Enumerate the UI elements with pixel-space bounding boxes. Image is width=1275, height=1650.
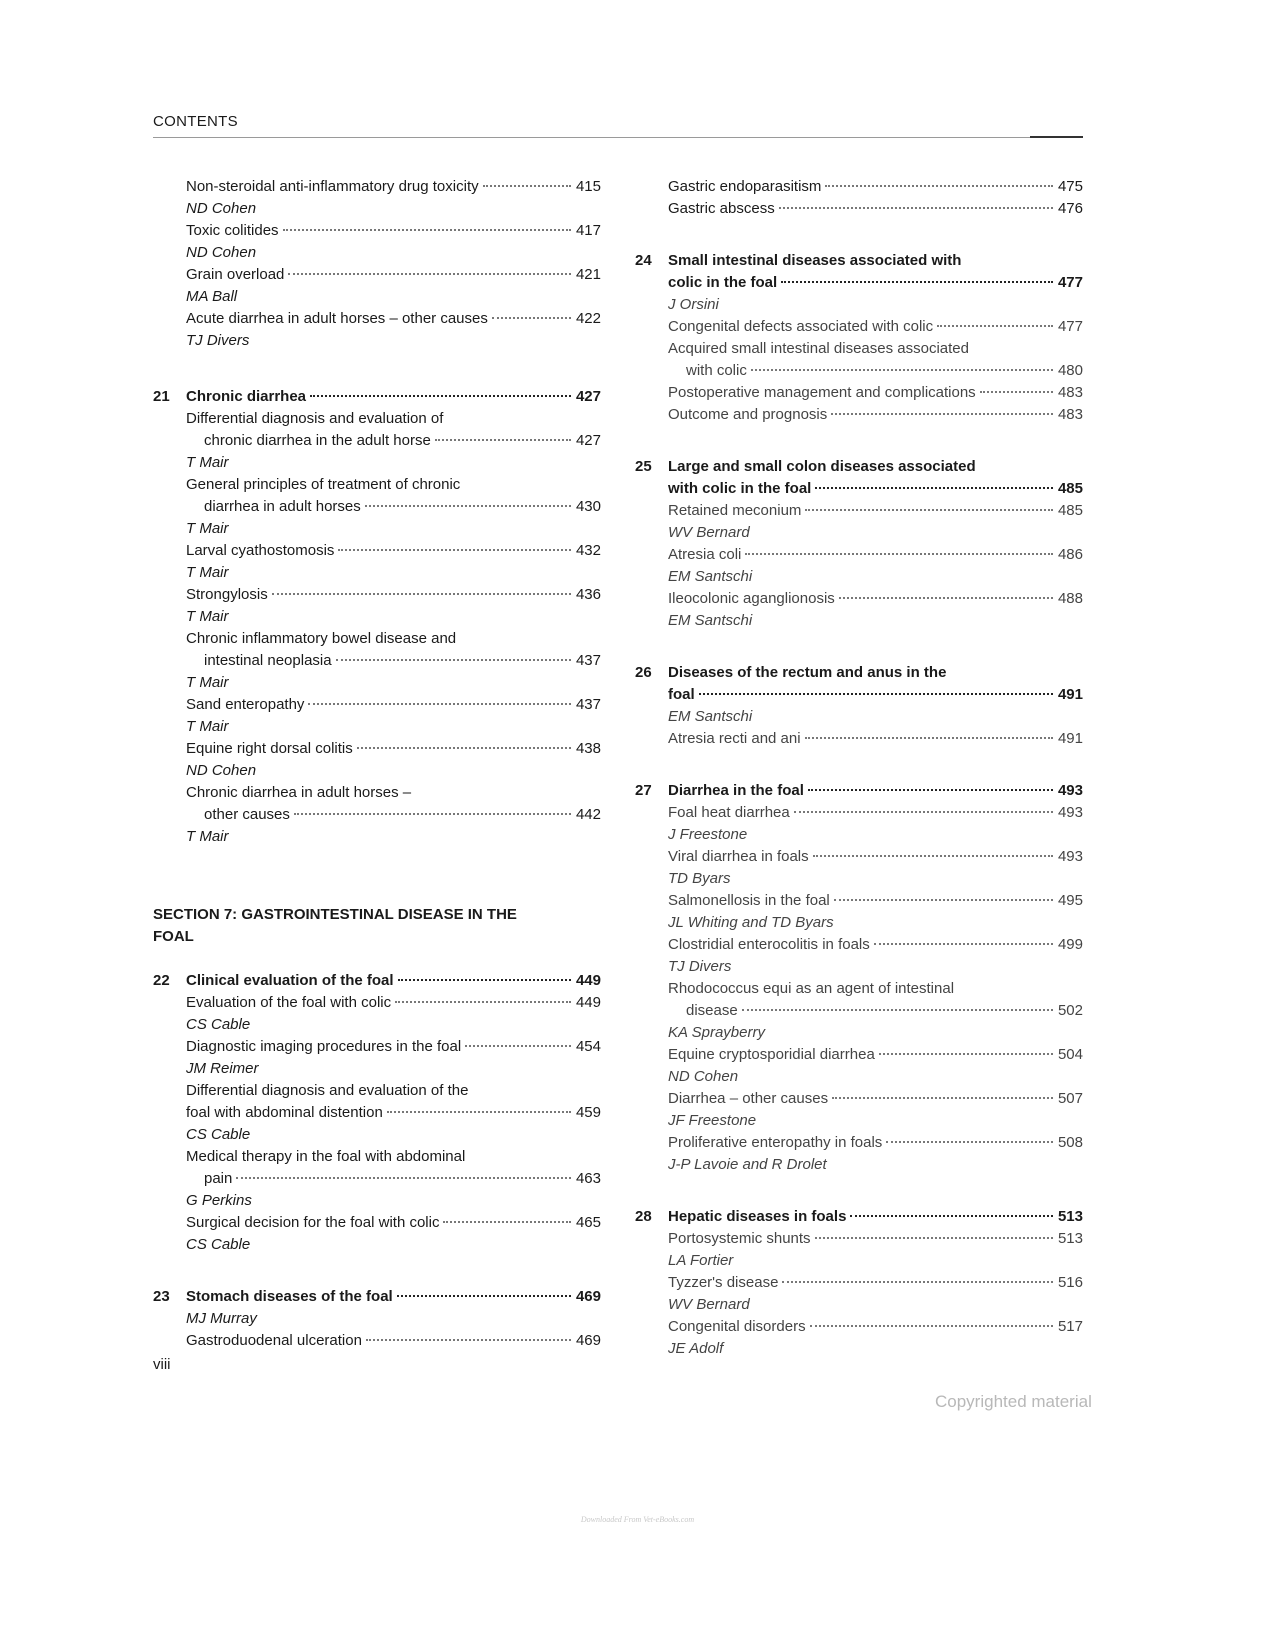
entry-author: J Freestone [668, 826, 748, 843]
toc-entry-line1[interactable]: Acquired small intestinal diseases associated [668, 340, 969, 357]
entry-author: WV Bernard [668, 1296, 750, 1313]
page-ref: 437 [575, 696, 601, 713]
dot-leader [779, 207, 1053, 209]
dot-leader [805, 509, 1053, 511]
chapter-title[interactable]: foal 491 [668, 684, 1083, 706]
entry-author: ND Cohen [186, 244, 257, 261]
toc-entry[interactable]: Proliferative enteropathy in foals 508 [668, 1132, 1083, 1154]
dot-leader [937, 325, 1053, 327]
toc-entry[interactable]: Clostridial enterocolitis in foals 499 [668, 934, 1083, 956]
section-heading: SECTION 7: GASTROINTESTINAL DISEASE IN THE FOAL [153, 906, 517, 945]
toc-entry[interactable]: Equine cryptosporidial diarrhea 504 [668, 1044, 1083, 1066]
page-ref: 427 [575, 432, 601, 449]
page-ref: 477 [1057, 318, 1083, 335]
toc-entry[interactable]: chronic diarrhea in the adult horse 427 [186, 430, 601, 452]
dot-leader [443, 1221, 571, 1223]
page-ref: 491 [1057, 686, 1083, 703]
toc-entry[interactable]: Sand enteropathy 437 [186, 694, 601, 716]
toc-entry[interactable]: Tyzzer's disease 516 [668, 1272, 1083, 1294]
dot-leader [435, 439, 571, 441]
dot-leader [742, 1009, 1053, 1011]
toc-entry[interactable]: Diarrhea – other causes 507 [668, 1088, 1083, 1110]
toc-entry[interactable]: Equine right dorsal colitis 438 [186, 738, 601, 760]
dot-leader [483, 185, 571, 187]
entry-author: CS Cable [186, 1016, 251, 1033]
dot-leader [825, 185, 1053, 187]
dot-leader [879, 1053, 1053, 1055]
entry-author: EM Santschi [668, 612, 753, 629]
dot-leader [781, 281, 1053, 283]
chapter-author: MJ Murray [186, 1310, 257, 1327]
toc-entry[interactable]: Gastric endoparasitism 475 [668, 176, 1083, 198]
dot-leader [839, 597, 1053, 599]
dot-leader [395, 1001, 571, 1003]
entry-author: CS Cable [186, 1236, 251, 1253]
chapter-25 [635, 456, 1083, 632]
entry-author: T Mair [186, 674, 229, 691]
toc-entry-line1[interactable]: Chronic inflammatory bowel disease and [186, 630, 457, 647]
page-ref: 469 [575, 1332, 601, 1349]
page-ref: 488 [1057, 590, 1083, 607]
dot-leader [745, 553, 1053, 555]
entry-author: T Mair [186, 564, 229, 581]
chapter-27 [635, 780, 1083, 1176]
toc-entry[interactable]: Larval cyathostomosis 432 [186, 540, 601, 562]
page-ref: 502 [1057, 1002, 1083, 1019]
dot-leader [886, 1141, 1053, 1143]
dot-leader [834, 899, 1053, 901]
header-rule-accent [1030, 136, 1083, 138]
dot-leader [810, 1325, 1053, 1327]
dot-leader [782, 1281, 1053, 1283]
page-ref: 493 [1057, 804, 1083, 821]
dot-leader [336, 659, 571, 661]
download-note: Downloaded From Vet-eBooks.com [580, 1515, 695, 1524]
copyright-watermark: Copyrighted material [935, 1392, 1092, 1411]
entry-author: G Perkins [186, 1192, 252, 1209]
toc-entry[interactable]: Atresia recti and ani 491 [668, 728, 1083, 750]
chapter-number: 21 [153, 388, 170, 405]
chapter-author: EM Santschi [668, 708, 753, 725]
page-ref: 438 [575, 740, 601, 757]
dot-leader [850, 1215, 1053, 1217]
chapter-title[interactable]: Hepatic diseases in foals 513 [668, 1206, 1083, 1228]
chapter-26 [635, 662, 1083, 750]
dot-leader [283, 229, 571, 231]
toc-entry[interactable]: Diagnostic imaging procedures in the foal 454 [186, 1036, 601, 1058]
entry-author: T Mair [186, 608, 229, 625]
entry-author: T Mair [186, 718, 229, 735]
entry-author: TD Byars [668, 870, 731, 887]
dot-leader [310, 395, 571, 397]
page-ref: 508 [1057, 1134, 1083, 1151]
dot-leader [294, 813, 571, 815]
toc-entry[interactable]: Congenital defects associated with colic 477 [668, 316, 1083, 338]
chapter-22 [153, 970, 601, 1256]
toc-entry[interactable]: intestinal neoplasia 437 [186, 650, 601, 672]
chapter-title[interactable]: colic in the foal 477 [668, 272, 1083, 294]
chapter-23 [153, 1286, 601, 1352]
header-rule [153, 137, 1083, 138]
toc-entry-line1[interactable]: Chronic diarrhea in adult horses – [186, 784, 412, 801]
chapter-title[interactable]: Clinical evaluation of the foal 449 [186, 970, 601, 992]
entry-author: ND Cohen [186, 200, 257, 217]
page-ref: 495 [1057, 892, 1083, 909]
page-ref: 483 [1057, 384, 1083, 401]
page-ref: 469 [575, 1288, 601, 1305]
toc-entry[interactable]: Grain overload 421 [186, 264, 601, 286]
entry-author: CS Cable [186, 1126, 251, 1143]
toc-entry[interactable]: Strongylosis 436 [186, 584, 601, 606]
chapter-title-line1[interactable]: Large and small colon diseases associated [668, 458, 976, 475]
toc-entry[interactable]: Gastroduodenal ulceration 469 [186, 1330, 601, 1352]
dot-leader [813, 855, 1053, 857]
entry-author: WV Bernard [668, 524, 750, 541]
chapter-23-continued [635, 176, 1083, 220]
dot-leader [794, 811, 1053, 813]
toc-entry[interactable]: Atresia coli 486 [668, 544, 1083, 566]
page-ref: 486 [1057, 546, 1083, 563]
page-ref: 454 [575, 1038, 601, 1055]
page-ref: 422 [575, 310, 601, 327]
entry-author: JL Whiting and TD Byars [668, 914, 834, 931]
page-ref: 493 [1057, 782, 1083, 799]
chapter-21 [153, 386, 601, 848]
toc-entry[interactable]: Surgical decision for the foal with colic 465 [186, 1212, 601, 1234]
toc-entry[interactable]: Congenital disorders 517 [668, 1316, 1083, 1338]
left-column [153, 176, 601, 1352]
dot-leader [397, 1295, 571, 1297]
dot-leader [815, 487, 1053, 489]
entry-author: T Mair [186, 520, 229, 537]
entry-author: TJ Divers [668, 958, 732, 975]
entry-author: MA Ball [186, 288, 238, 305]
running-head: CONTENTS [153, 113, 238, 130]
toc-entry-line1[interactable]: Medical therapy in the foal with abdominal [186, 1148, 466, 1165]
toc-entry-line1[interactable]: General principles of treatment of chronic [186, 476, 461, 493]
page-ref: 436 [575, 586, 601, 603]
page-ref: 493 [1057, 848, 1083, 865]
dot-leader [815, 1237, 1053, 1239]
dot-leader [272, 593, 571, 595]
toc-entry[interactable]: pain 463 [186, 1168, 601, 1190]
chapter-title[interactable]: Chronic diarrhea 427 [186, 386, 601, 408]
page-ref: 449 [575, 972, 601, 989]
dot-leader [808, 789, 1053, 791]
entry-author: T Mair [186, 454, 229, 471]
page-ref: 421 [575, 266, 601, 283]
page-ref: 427 [575, 388, 601, 405]
dot-leader [980, 391, 1053, 393]
page-ref: 459 [575, 1104, 601, 1121]
dot-leader [236, 1177, 571, 1179]
toc-entry[interactable]: Acute diarrhea in adult horses – other causes 422 [186, 308, 601, 330]
page-ref: 477 [1057, 274, 1083, 291]
toc-entry-line1[interactable]: Rhodococcus equi as an agent of intestinal [668, 980, 955, 997]
page-ref: 430 [575, 498, 601, 515]
page-ref: 504 [1057, 1046, 1083, 1063]
toc-entry[interactable]: other causes 442 [186, 804, 601, 826]
page-ref: 517 [1057, 1318, 1083, 1335]
page-ref: 476 [1057, 200, 1083, 217]
entry-author: KA Sprayberry [668, 1024, 765, 1041]
dot-leader [357, 747, 571, 749]
toc-entry-line1[interactable]: Differential diagnosis and evaluation of [186, 410, 444, 427]
page-ref: 480 [1057, 362, 1083, 379]
dot-leader [308, 703, 571, 705]
dot-leader [832, 1097, 1053, 1099]
page-ref: 485 [1057, 480, 1083, 497]
toc-entry[interactable]: with colic 480 [668, 360, 1083, 382]
page-ref: 499 [1057, 936, 1083, 953]
chapter-20-continued [153, 176, 601, 352]
page-ref: 491 [1057, 730, 1083, 747]
entry-author: JF Freestone [668, 1112, 757, 1129]
dot-leader [805, 737, 1053, 739]
entry-author: JE Adolf [668, 1340, 724, 1357]
chapter-number: 22 [153, 972, 170, 989]
dot-leader [465, 1045, 571, 1047]
page-ref: 449 [575, 994, 601, 1011]
entry-author: ND Cohen [668, 1068, 739, 1085]
dot-leader [492, 317, 571, 319]
dot-leader [751, 369, 1053, 371]
page-ref: 475 [1057, 178, 1083, 195]
dot-leader [831, 413, 1053, 415]
toc-entry[interactable]: Foal heat diarrhea 493 [668, 802, 1083, 824]
page-ref: 507 [1057, 1090, 1083, 1107]
chapter-28 [635, 1206, 1083, 1360]
toc-entry[interactable]: Ileocolonic aganglionosis 488 [668, 588, 1083, 610]
page-ref: 415 [575, 178, 601, 195]
toc-entry[interactable]: disease 502 [668, 1000, 1083, 1022]
entry-author: LA Fortier [668, 1252, 734, 1269]
chapter-24 [635, 250, 1083, 426]
chapter-number: 28 [635, 1208, 652, 1225]
right-column [635, 176, 1083, 1360]
chapter-number: 25 [635, 458, 652, 475]
dot-leader [398, 979, 571, 981]
toc-entry[interactable]: Toxic colitides 417 [186, 220, 601, 242]
entry-author: T Mair [186, 828, 229, 845]
page-ref: 417 [575, 222, 601, 239]
dot-leader [365, 505, 571, 507]
page-ref: 513 [1057, 1208, 1083, 1225]
toc-entry[interactable]: Outcome and prognosis 483 [668, 404, 1083, 426]
page-ref: 516 [1057, 1274, 1083, 1291]
page-ref: 432 [575, 542, 601, 559]
chapter-author: J Orsini [668, 296, 719, 313]
toc-entry[interactable]: Viral diarrhea in foals 493 [668, 846, 1083, 868]
chapter-title[interactable]: Diarrhea in the foal 493 [668, 780, 1083, 802]
toc-entry-line1[interactable]: Differential diagnosis and evaluation of the [186, 1082, 469, 1099]
toc-entry[interactable]: Evaluation of the foal with colic 449 [186, 992, 601, 1014]
entry-author: TJ Divers [186, 332, 250, 349]
chapter-number: 26 [635, 664, 652, 681]
chapter-number: 24 [635, 252, 652, 269]
page-ref: 485 [1057, 502, 1083, 519]
chapter-title[interactable]: with colic in the foal 485 [668, 478, 1083, 500]
entry-author: JM Reimer [186, 1060, 259, 1077]
toc-entry[interactable]: Retained meconium 485 [668, 500, 1083, 522]
page-ref: 513 [1057, 1230, 1083, 1247]
page-ref: 463 [575, 1170, 601, 1187]
dot-leader [387, 1111, 571, 1113]
page-ref: 483 [1057, 406, 1083, 423]
toc-entry[interactable]: Portosystemic shunts 513 [668, 1228, 1083, 1250]
entry-author: ND Cohen [186, 762, 257, 779]
dot-leader [338, 549, 571, 551]
entry-author: J-P Lavoie and R Drolet [668, 1156, 827, 1173]
toc-entry[interactable]: Salmonellosis in the foal 495 [668, 890, 1083, 912]
dot-leader [288, 273, 571, 275]
dot-leader [874, 943, 1053, 945]
chapter-title-line1[interactable]: Small intestinal diseases associated with [668, 252, 962, 269]
dot-leader [699, 693, 1053, 695]
chapter-title[interactable]: Stomach diseases of the foal 469 [186, 1286, 601, 1308]
page-ref: 437 [575, 652, 601, 669]
page-ref: 442 [575, 806, 601, 823]
entry-author: EM Santschi [668, 568, 753, 585]
toc-entry[interactable]: Non-steroidal anti-inflammatory drug toxicity 415 [186, 176, 601, 198]
page-number: viii [153, 1356, 171, 1373]
dot-leader [366, 1339, 571, 1341]
chapter-number: 23 [153, 1288, 170, 1305]
toc-entry[interactable]: Gastric abscess 476 [668, 198, 1083, 220]
page-ref: 465 [575, 1214, 601, 1231]
toc-entry[interactable]: foal with abdominal distention 459 [186, 1102, 601, 1124]
chapter-title-line1[interactable]: Diseases of the rectum and anus in the [668, 664, 947, 681]
toc-entry[interactable]: Postoperative management and complications 483 [668, 382, 1083, 404]
toc-entry[interactable]: diarrhea in adult horses 430 [186, 496, 601, 518]
chapter-number: 27 [635, 782, 652, 799]
